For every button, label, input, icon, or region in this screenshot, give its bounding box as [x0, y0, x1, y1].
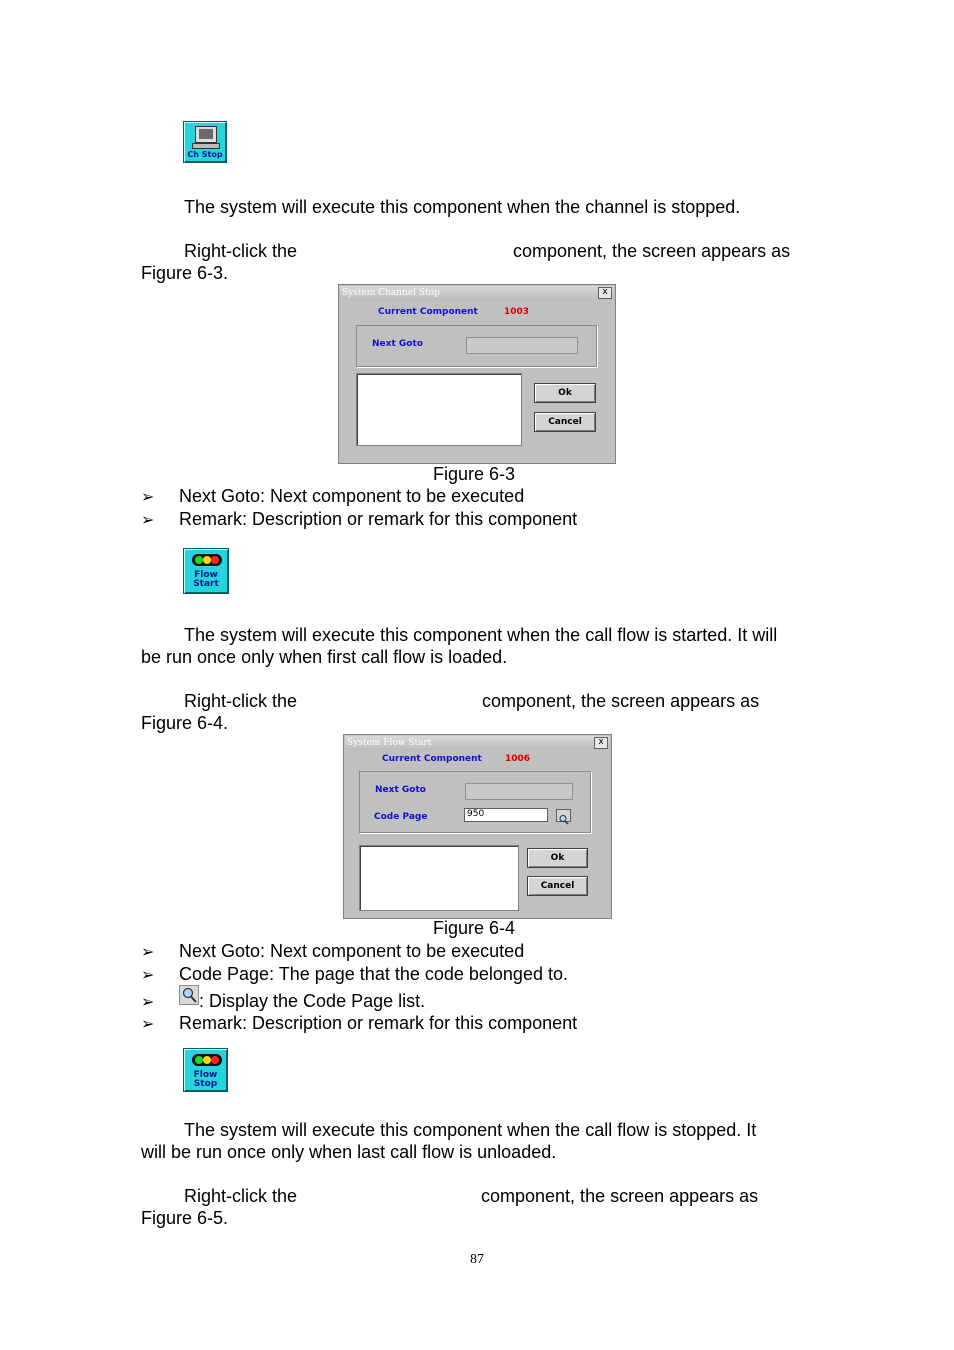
ch-stop-description: The system will execute this component when the channel is stopped.: [184, 197, 741, 217]
flow-start-description-line1: The system will execute this component when the call flow is started. It will: [184, 625, 778, 645]
code-page-label: Code Page: [374, 812, 428, 822]
ch-stop-rightclick-suffix: component, the screen appears as: [513, 241, 791, 261]
flow-start-figure-ref: Figure 6-4.: [141, 713, 229, 733]
next-goto-label: Next Goto: [375, 785, 426, 795]
bullet-6-4-next-goto-text: Next Goto: Next component to be executed: [179, 941, 525, 961]
bullet-arrow-icon: ➢: [141, 967, 155, 984]
bullet-arrow-icon: ➢: [141, 489, 155, 506]
magnifier-icon: [557, 814, 570, 825]
close-icon[interactable]: x: [594, 737, 608, 749]
flow-stop-icon-label-line1: Flow: [193, 1070, 218, 1080]
flow-stop-description-line1: The system will execute this component when the call flow is stopped. It: [184, 1120, 757, 1140]
flow-stop-icon-label-line2: Stop: [193, 1079, 218, 1089]
code-page-list-button[interactable]: [556, 809, 571, 822]
ch-stop-figure-ref: Figure 6-3.: [141, 263, 229, 283]
flow-start-icon-label-line2: Start: [193, 579, 219, 589]
bullet-6-4-display-list-text: : Display the Code Page list.: [199, 991, 426, 1011]
current-component-label: Current Component: [382, 754, 482, 764]
ch-stop-icon-label: Ch Stop: [187, 150, 223, 159]
flow-stop-rightclick-suffix: component, the screen appears as: [481, 1186, 759, 1206]
bullet-6-3-next-goto: [141, 485, 154, 509]
bullet-6-4-remark-text: Remark: Description or remark for this component: [179, 1013, 578, 1033]
figure-6-4-caption: Figure 6-4: [433, 918, 516, 938]
flow-start-description-line2: be run once only when first call flow is loaded.: [141, 647, 508, 667]
ok-button[interactable]: Ok: [527, 848, 588, 868]
bullet-6-3-remark-text: Remark: Description or remark for this component: [179, 509, 578, 529]
monitor-icon: [195, 126, 217, 143]
bullet-6-4-next-goto: [141, 940, 154, 964]
ok-button[interactable]: Ok: [534, 383, 596, 403]
remark-textarea[interactable]: [359, 845, 519, 911]
flow-stop-component-icon: [183, 1048, 228, 1092]
bullet-6-4-code-page-text: Code Page: The page that the code belonged to.: [179, 964, 568, 984]
traffic-light-icon: [192, 1054, 222, 1066]
next-goto-field[interactable]: [466, 337, 578, 354]
bullet-arrow-icon: ➢: [141, 1016, 155, 1033]
remark-textarea[interactable]: [356, 373, 522, 446]
magnifier-icon: [179, 985, 199, 1005]
figure-6-3-caption: Figure 6-3: [433, 464, 516, 484]
bullet-6-4-code-page: [141, 963, 154, 987]
current-component-value: 1003: [504, 307, 530, 317]
flow-stop-description-line2: will be run once only when last call flow is unloaded.: [141, 1142, 557, 1162]
code-page-input[interactable]: 950: [464, 808, 548, 822]
system-channel-stop-dialog: [338, 284, 616, 464]
flow-stop-rightclick-prefix: Right-click the: [184, 1186, 298, 1206]
bullet-6-4-display-list: [141, 990, 154, 1014]
system-flow-start-dialog: [343, 734, 612, 919]
dialog-title-bar: System Channel Stop: [340, 286, 614, 300]
next-goto-label: Next Goto: [372, 339, 423, 349]
bullet-6-3-remark: [141, 508, 154, 532]
close-icon[interactable]: x: [598, 287, 612, 299]
bullet-6-4-remark: [141, 1012, 154, 1036]
traffic-light-icon: [192, 554, 222, 566]
ch-stop-component-icon: [183, 121, 227, 163]
flow-start-rightclick-prefix: Right-click the: [184, 691, 298, 711]
cancel-button[interactable]: Cancel: [534, 412, 596, 432]
flow-start-icon-label-line1: Flow: [194, 570, 218, 580]
ch-stop-rightclick-prefix: Right-click the: [184, 241, 298, 261]
flow-start-component-icon: [183, 548, 229, 594]
page-number: 87: [470, 1252, 484, 1267]
bullet-arrow-icon: ➢: [141, 512, 155, 529]
current-component-value: 1006: [505, 754, 531, 764]
bullet-arrow-icon: ➢: [141, 944, 155, 961]
current-component-label: Current Component: [378, 307, 478, 317]
dialog-title-bar: System Flow Start: [345, 736, 610, 750]
flow-start-rightclick-suffix: component, the screen appears as: [482, 691, 760, 711]
next-goto-field[interactable]: [465, 783, 573, 800]
flow-stop-figure-ref: Figure 6-5.: [141, 1208, 229, 1228]
bullet-arrow-icon: ➢: [141, 994, 155, 1011]
bullet-6-3-next-goto-text: Next Goto: Next component to be executed: [179, 486, 525, 506]
cancel-button[interactable]: Cancel: [527, 876, 588, 896]
